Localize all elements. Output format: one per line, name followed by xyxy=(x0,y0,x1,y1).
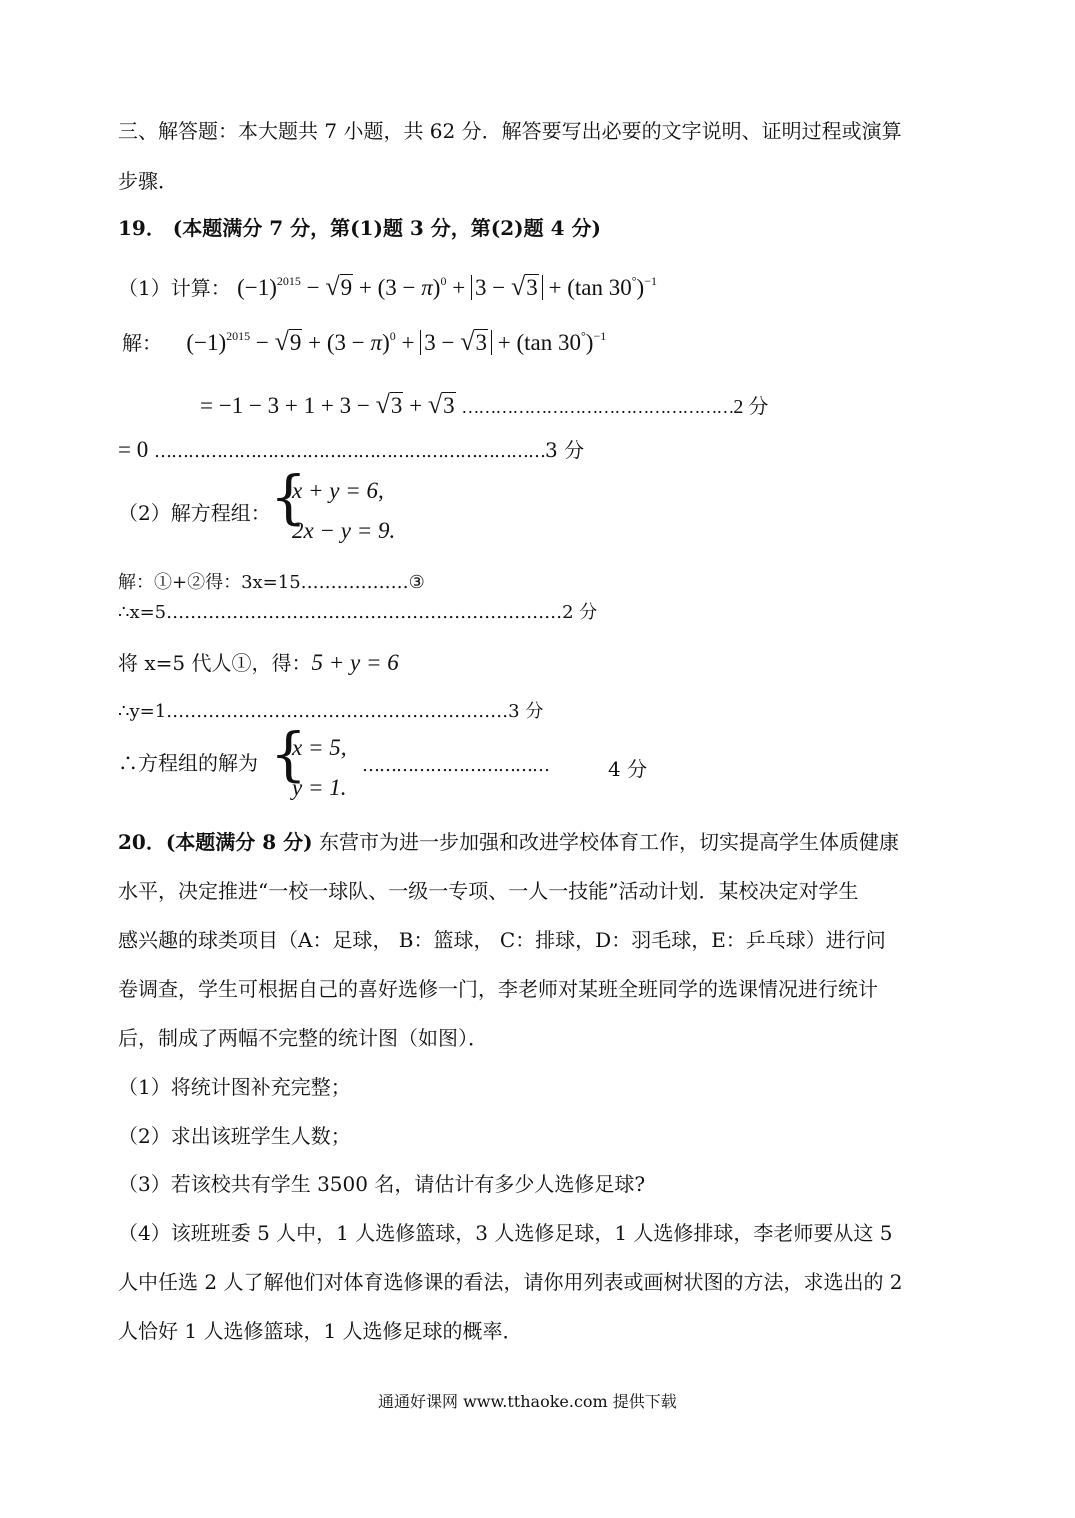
left-brace-icon: { xyxy=(270,720,307,788)
answer-x: x = 5, xyxy=(292,735,347,760)
answer-score: 4 分 xyxy=(608,757,648,781)
q19-sol2-line5-prefix: ∴方程组的解为 xyxy=(118,751,258,775)
q19-part1-label: （1）计算： xyxy=(118,276,231,300)
q20-line2: 水平，决定推进“一校一球队、一级一专项、一人一技能”活动计划．某校决定对学生 xyxy=(118,879,859,903)
q19-solution-expression: $(-1)^{2015} - √9 + (3 - \pi)^0 + 3 - √3 + (\tan$ 30°)$^{-1}$ xyxy=(186,327,607,356)
q20-sub4-line2: 人中任选 2 人了解他们对体育选修课的看法，请你用列表或画树状图的方法，求选出的 2 xyxy=(118,1270,903,1294)
q19-solution-label: 解： xyxy=(122,331,162,355)
q20-line1: 20．(本题满分 8 分) 东营市为进一步加强和改进学校体育工作，切实提高学生体质健康 xyxy=(118,830,899,854)
q20-sub4-line3: 人恰好 1 人选修篮球，1 人选修足球的概率． xyxy=(118,1319,523,1343)
q20-sub3: （3）若该校共有学生 3500 名，请估计有多少人选修足球? xyxy=(118,1172,646,1196)
q19-part2-label: （2）解方程组： xyxy=(118,501,271,525)
q19-step2: = 0 ……………………………………………………………3 分 xyxy=(118,437,585,462)
equation-1: x + y = 6, xyxy=(292,478,384,503)
q19-step1: = −1 − 3 + 1 + 3 − √3 + √3 …………………………………………2 分 xyxy=(200,390,769,419)
section-title-line2: 步骤． xyxy=(118,169,178,193)
q19-sol2-line1: 解：①+②得：3x=15………………③ xyxy=(118,572,425,593)
equation-system xyxy=(270,463,470,552)
q19-solution-line xyxy=(122,329,606,355)
q20-header: 20．(本题满分 8 分) xyxy=(118,830,313,854)
q20-sub1: （1）将统计图补充完整； xyxy=(118,1075,351,1099)
q19-sol2-line3: 将 x=5 代人①，得：5 + y = 6 xyxy=(118,650,399,675)
q20-sub4-line1: （4）该班班委 5 人中，1 人选修篮球，3 人选修足球，1 人选修排球，李老师要从这 5 xyxy=(118,1221,893,1245)
q19-header: 19． (本题满分 7 分，第(1)题 3 分，第(2)题 4 分) xyxy=(118,216,601,240)
answer-dots: …………………………… xyxy=(362,755,549,776)
equation-2: 2x − y = 9. xyxy=(292,518,396,543)
sqrt-symbol: √9 xyxy=(325,272,353,301)
left-brace-icon: { xyxy=(270,463,307,531)
q20-sub2: （2）求出该班学生人数； xyxy=(118,1124,351,1148)
q20-line3: 感兴趣的球类项目（A：足球， B：篮球， C：排球，D：羽毛球，E：乒乓球）进行问 xyxy=(118,928,886,952)
q20-line5: 后，制成了两幅不完整的统计图（如图）． xyxy=(118,1026,488,1050)
q19-part1-line xyxy=(118,274,657,300)
q19-sol2-line4: ∴y=1…………………………………………………3 分 xyxy=(118,701,544,722)
sqrt-symbol: √3 xyxy=(510,272,538,301)
page-footer: 通通好课网 www.tthaoke.com 提供下载 xyxy=(378,1392,677,1411)
solution-system xyxy=(270,720,650,809)
q19-expression: $(-1)^{2015} - √9 + (3 - \pi)^0 + 3 - √3 + (\tan$ 30°)$^{-1}$ xyxy=(237,272,657,301)
section-title-line1: 三、解答题：本大题共 7 小题，共 62 分．解答要写出必要的文字说明、证明过程或演算 xyxy=(118,119,902,143)
absolute-value: 3 − √3 xyxy=(471,275,543,300)
q19-sol2-line2: ∴x=5…………………………………………………………2 分 xyxy=(118,602,598,623)
answer-y: y = 1. xyxy=(292,775,347,800)
q20-line4: 卷调查，学生可根据自己的喜好选修一门，李老师对某班全班同学的选课情况进行统计 xyxy=(118,977,878,1001)
